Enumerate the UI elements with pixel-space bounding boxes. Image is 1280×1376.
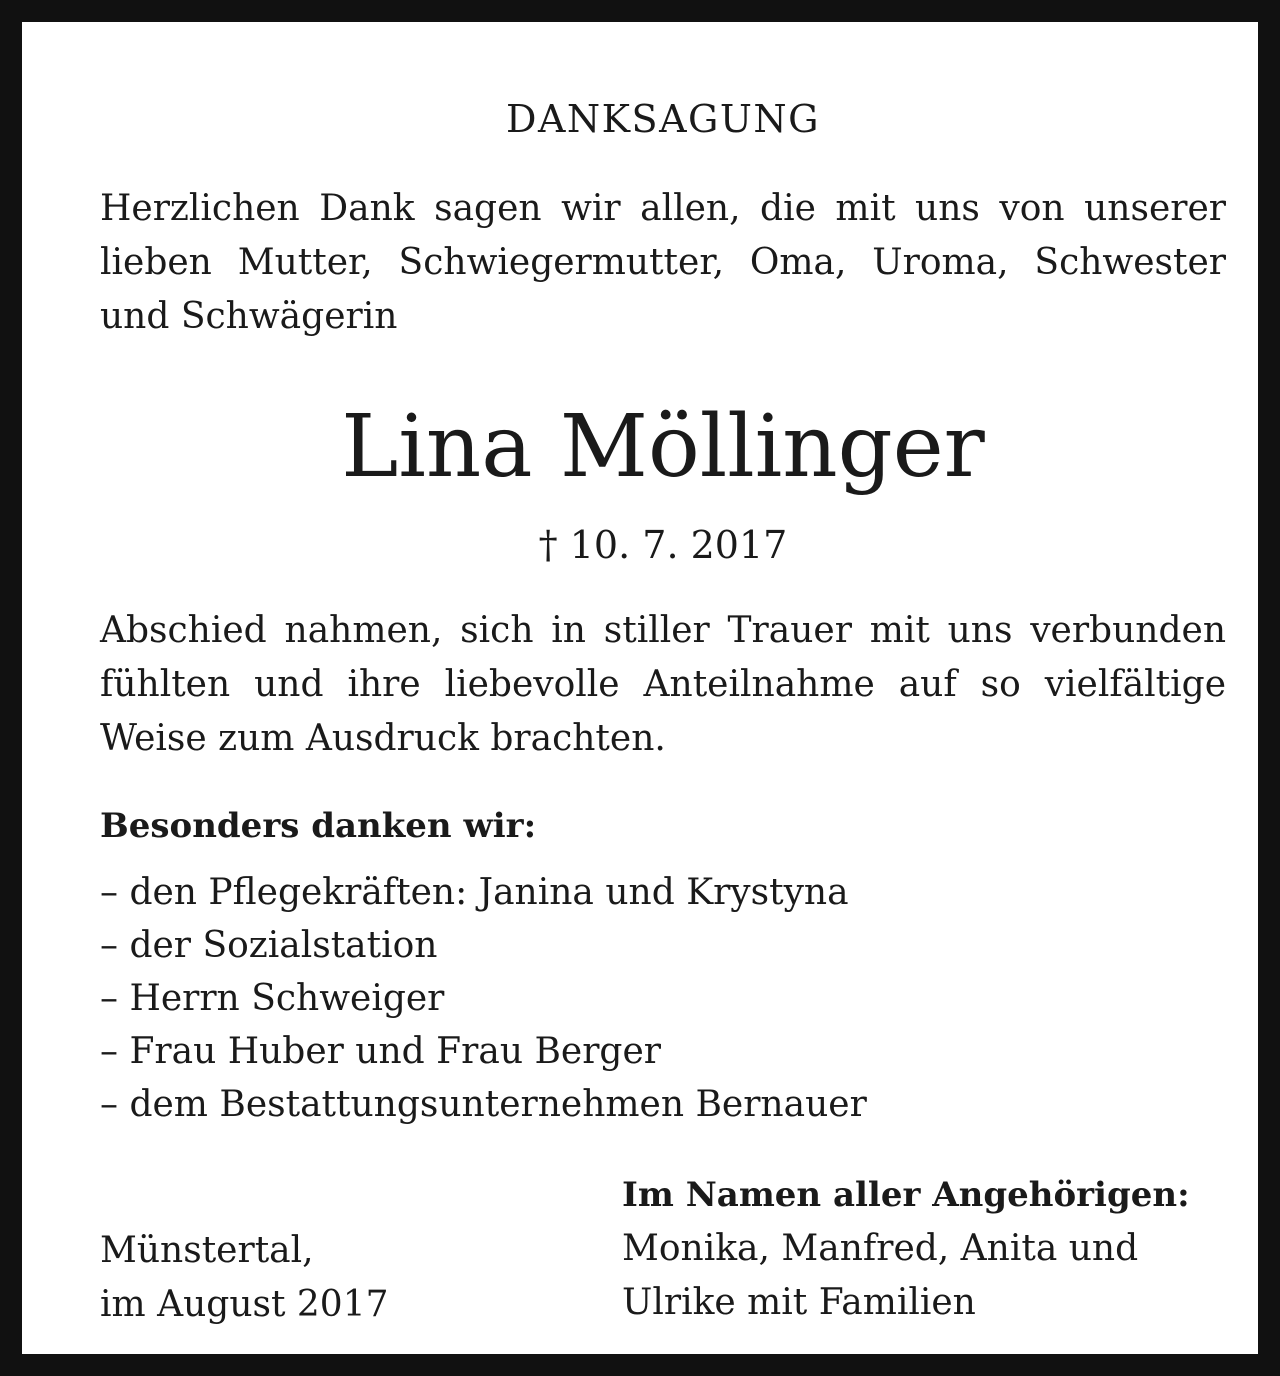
deceased-name: Lina Möllinger	[341, 397, 985, 497]
signature-heading: Im Namen aller Angehörigen:	[622, 1175, 1190, 1215]
farewell-paragraph: Abschied nahmen, sich in stiller Trauer mit uns verbunden fühlten und ihre liebevolle Anteilnahme auf so vielfältige Weise zum Ausdruck brachten.	[100, 610, 1226, 759]
date-line: im August 2017	[100, 1284, 389, 1325]
thanks-item: – dem Bestattungsunternehmen Bernauer	[100, 1084, 867, 1125]
intro-paragraph: Herzlichen Dank sagen wir allen, die mit uns von unserer lieben Mutter, Schwiegermutter, Oma, Uroma, Schwester und Schwägerin	[100, 188, 1226, 337]
thanks-item: – der Sozialstation	[100, 925, 438, 966]
thanks-item: – den Pflegekräften: Janina und Krystyna	[100, 872, 849, 913]
signature-block	[622, 1168, 1190, 1330]
thanks-item: – Frau Huber und Frau Berger	[100, 1031, 661, 1072]
thanks-list	[100, 866, 867, 1131]
place-line: Münstertal,	[100, 1230, 314, 1271]
notice-heading: DANKSAGUNG	[505, 97, 820, 141]
thanks-item: – Herrn Schweiger	[100, 978, 445, 1019]
thanks-heading: Besonders danken wir:	[100, 806, 537, 846]
place-and-date	[100, 1224, 389, 1332]
death-date: † 10. 7. 2017	[538, 523, 788, 567]
signature-names-line1: Monika, Manfred, Anita und	[622, 1228, 1139, 1269]
signature-names-line2: Ulrike mit Familien	[622, 1282, 976, 1323]
